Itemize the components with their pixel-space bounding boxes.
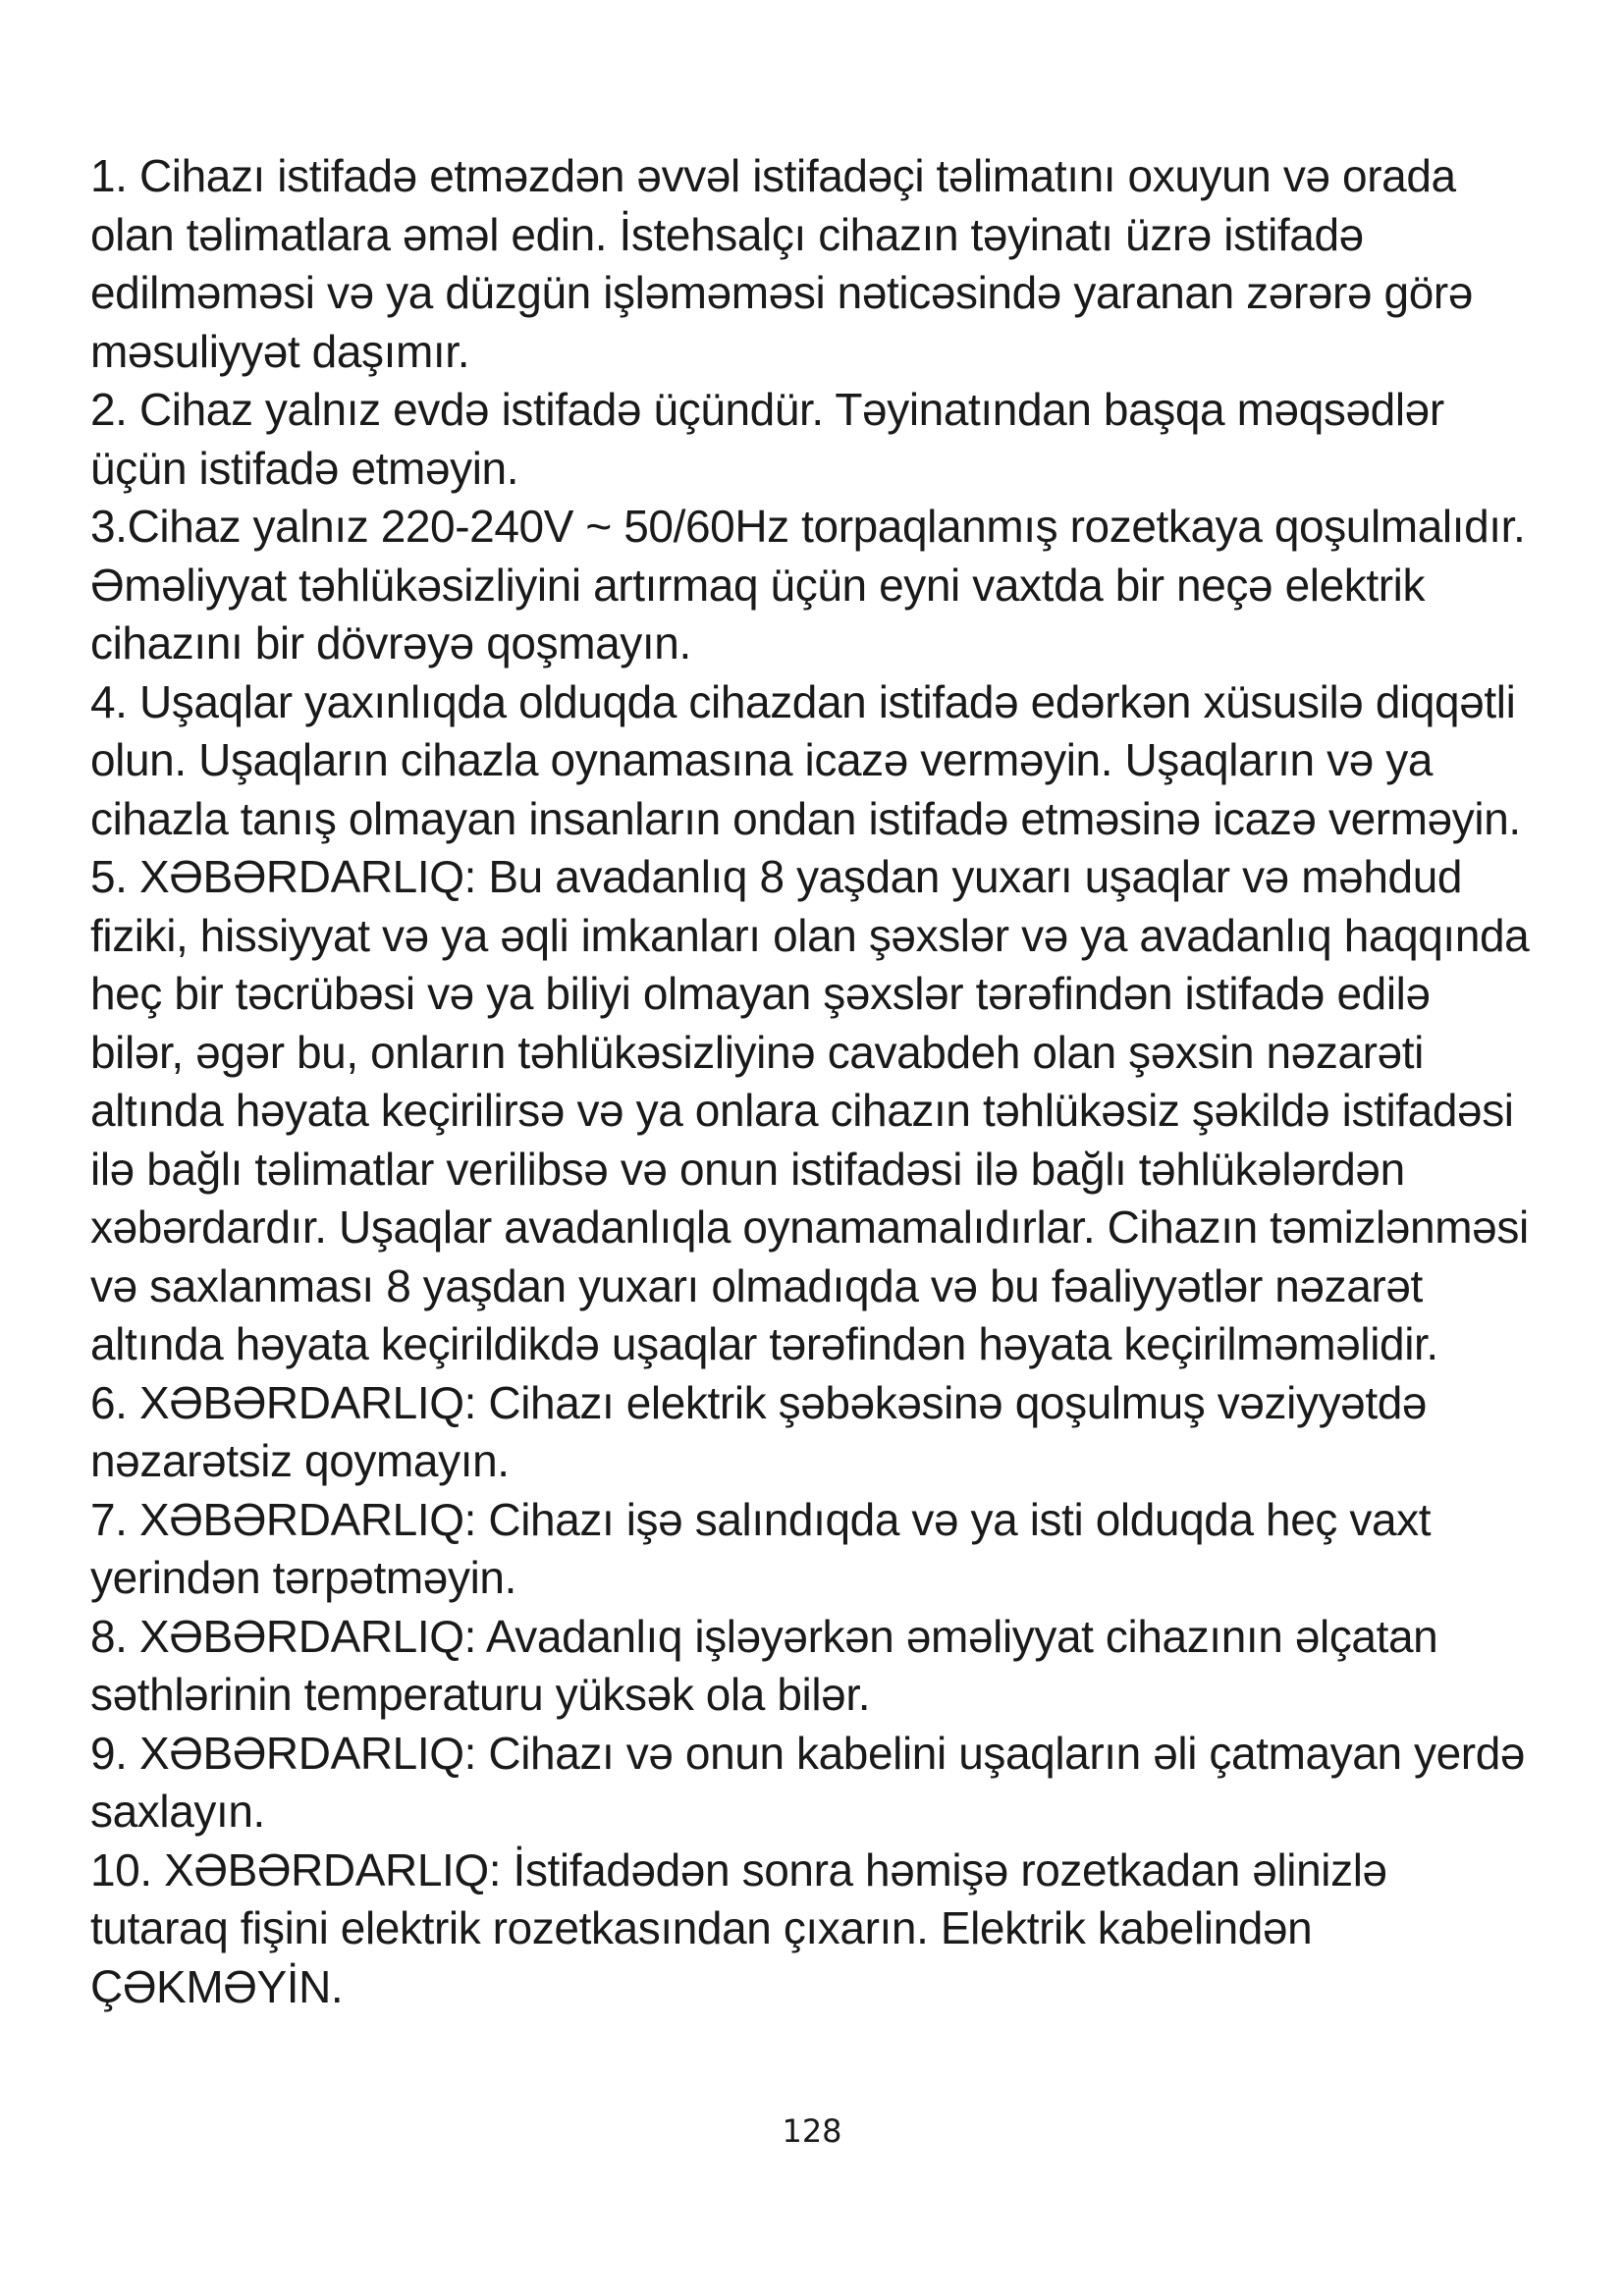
text-line: tutaraq fişini elektrik rozetkasından çıxarın. Elektrik kabelindən (90, 1902, 1313, 1953)
instruction-item-1 (90, 147, 1504, 381)
safety-instructions (90, 147, 1530, 2016)
text-line: edilməməsi və ya düzgün işləməməsi nəticəsində yaranan zərərə görə (90, 267, 1474, 318)
text-line: 4. Uşaqlar yaxınlıqda olduqda cihazdan istifadə edərkən xüsusilə diqqətli (90, 675, 1516, 727)
instruction-item-7 (90, 1491, 1504, 1608)
text-line: nəzarətsiz qoymayın. (90, 1435, 510, 1486)
instruction-item-8 (90, 1608, 1504, 1725)
instruction-item-9 (90, 1725, 1526, 1842)
instruction-item-2 (90, 381, 1504, 498)
text-line: altında həyata keçirildikdə uşaqlar tərəfindən həyata keçirilməməlidir. (90, 1318, 1438, 1369)
text-line: 6. XƏBƏRDARLIQ: Cihazı elektrik şəbəkəsinə qoşulmuş vəziyyətdə (90, 1376, 1428, 1428)
instruction-item-10 (90, 1842, 1504, 2017)
text-line: 10. XƏBƏRDARLIQ: İstifadədən sonra həmişə rozetkadan əlinizlə (90, 1843, 1387, 1896)
text-line: 5. XƏBƏRDARLIQ: Bu avadanlıq 8 yaşdan yuxarı uşaqlar və məhdud (90, 851, 1463, 902)
text-line: altında həyata keçirilirsə və ya onlara cihazın təhlükəsiz şəkildə istifadəsi (90, 1085, 1514, 1136)
text-line: 9. XƏBƏRDARLIQ: Cihazı və onun kabelini uşaqların əli çatmayan yerdə (90, 1727, 1526, 1779)
text-line: bilər, əgər bu, onların təhlükəsizliyinə cavabdeh olan şəxsin nəzarəti (90, 1026, 1424, 1078)
text-line: ÇƏKMƏYİN. (90, 1960, 344, 2012)
text-line: fiziki, hissiyyat və ya əqli imkanları olan şəxslər və ya avadanlıq haqqında (90, 909, 1530, 961)
text-line: Əməliyyat təhlükəsizliyini artırmaq üçün eyni vaxtda bir neçə elektrik (90, 559, 1426, 611)
text-line: üçün istifadə etməyin. (90, 442, 519, 494)
text-line: xəbərdardır. Uşaqlar avadanlıqla oynamamalıdırlar. Cihazın təmizlənməsi (90, 1201, 1529, 1253)
text-line: 3.Cihaz yalnız 220-240V ~ 50/60Hz torpaqlanmış rozetkaya qoşulmalıdır. (90, 501, 1526, 552)
text-line: cihazla tanış olmayan insanların ondan istifadə etməsinə icazə verməyin. (90, 792, 1521, 844)
text-line: səthlərinin temperaturu yüksək ola bilər. (90, 1669, 871, 1720)
text-line: yerindən tərpətməyin. (90, 1552, 516, 1603)
text-line: olun. Uşaqların cihazla oynamasına icazə verməyin. Uşaqların və ya (90, 734, 1434, 785)
text-line: saxlayın. (90, 1786, 265, 1837)
text-line: məsuliyyət daşımır. (90, 325, 470, 377)
page-number: 128 (782, 2112, 842, 2150)
instruction-item-5 (90, 848, 1530, 1374)
instruction-item-4 (90, 673, 1521, 849)
text-line: 8. XƏBƏRDARLIQ: Avadanlıq işləyərkən əməliyyat cihazının əlçatan (90, 1610, 1438, 1662)
text-line: cihazını bir dövrəyə qoşmayın. (90, 617, 691, 668)
instruction-item-3 (90, 498, 1526, 673)
instruction-item-6 (90, 1374, 1504, 1491)
text-line: 2. Cihaz yalnız evdə istifadə üçündür. Təyinatından başqa məqsədlər (90, 384, 1444, 435)
text-line: olan təlimatlara əməl edin. İstehsalçı cihazın təyinatı üzrə istifadə (90, 208, 1364, 260)
text-line: 7. XƏBƏRDARLIQ: Cihazı işə salındıqda və ya isti olduqda heç vaxt (90, 1493, 1432, 1545)
text-line: və saxlanması 8 yaşdan yuxarı olmadıqda və bu fəaliyyətlər nəzarət (90, 1259, 1423, 1311)
text-line: ilə bağlı təlimatlar verilibsə və onun istifadəsi ilə bağlı təhlükələrdən (90, 1143, 1405, 1195)
text-line: heç bir təcrübəsi və ya biliyi olmayan şəxslər tərəfindən istifadə edilə (90, 968, 1431, 1019)
text-line: 1. Cihazı istifadə etməzdən əvvəl istifadəçi təlimatını oxuyun və orada (90, 150, 1456, 201)
